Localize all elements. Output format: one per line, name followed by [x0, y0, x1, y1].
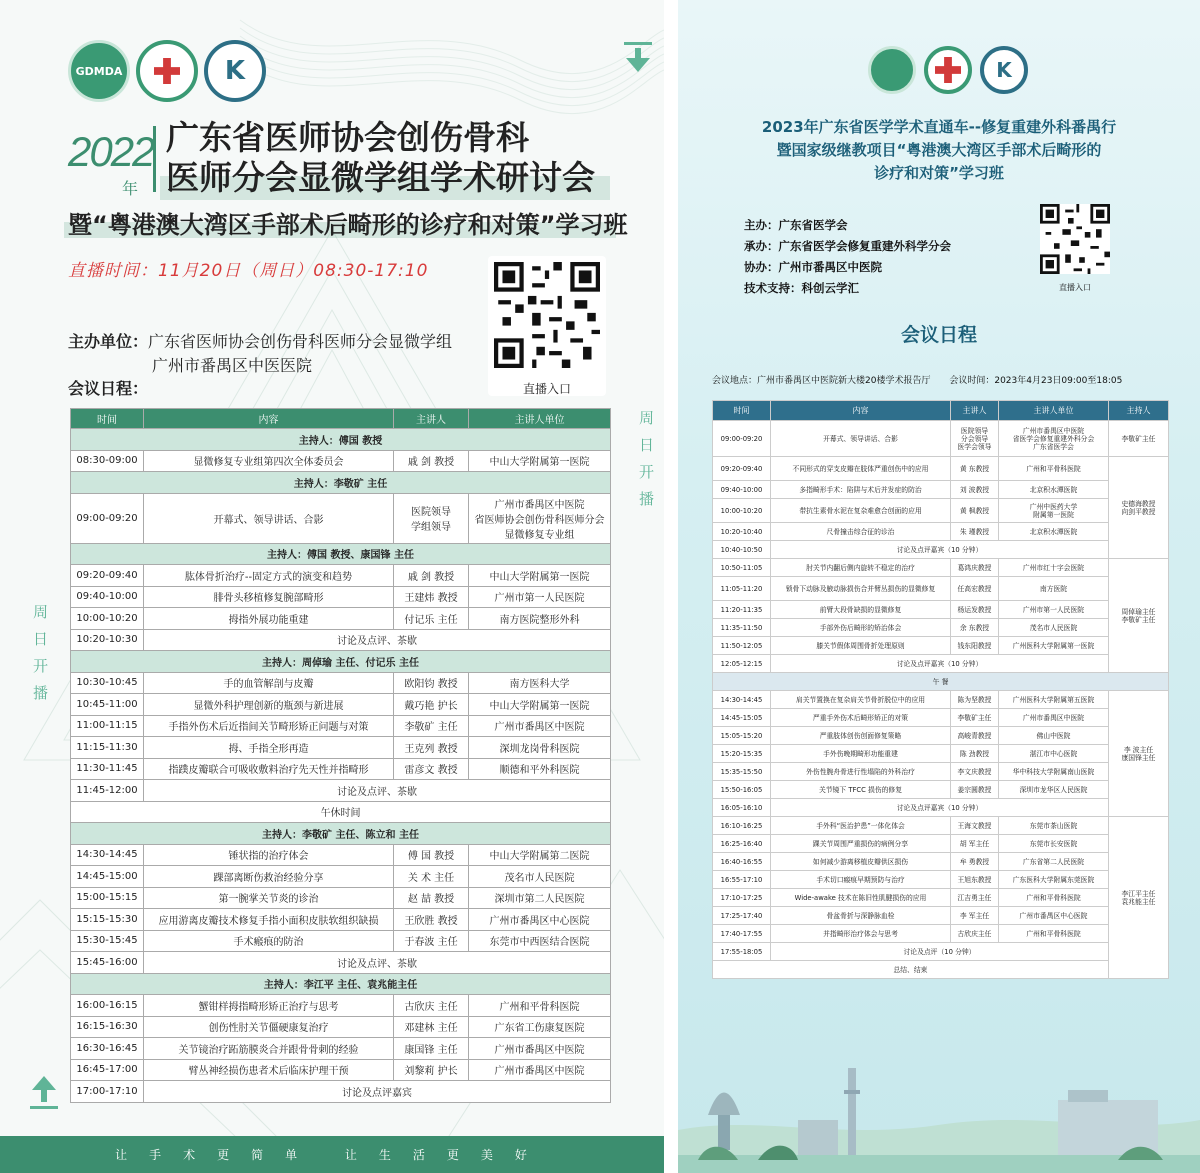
table-row: [71, 780, 611, 802]
right-title-line-1: 2023年广东省医学学术直通车--修复重建外科番禺行: [761, 118, 1117, 136]
host-row: 主持人：李敬矿 主任: [71, 472, 611, 494]
year-label: 2022: [68, 128, 154, 175]
table-row: [71, 429, 611, 451]
cell-unit: 广州市番禺区中医院: [469, 715, 611, 737]
cell-content: 肱体骨折治疗--固定方式的演变和趋势: [144, 565, 394, 587]
cell-unit: 广州和平骨科医院: [469, 995, 611, 1017]
table-row: 10:20-10:40 尺骨撞击综合征的诊治 朱 瑾教授 北京积水潭医院: [713, 523, 1169, 541]
cell-unit: 广州市番禺区中医院: [469, 1059, 611, 1081]
table-row: 09:20-09:40 不同形式的穿支皮瓣在肢体严重创伤中的应用 黄 东教授 广州和平骨科医院 史德海教授 向剑平教授: [713, 457, 1169, 481]
cell-time: 14:45-15:00: [71, 866, 144, 888]
cell-content: 显微外科护理创新的瓶颈与新进展: [144, 694, 394, 716]
table-row: [71, 472, 611, 494]
header-content: 内容: [144, 409, 394, 429]
r-header-speaker: 主讲人: [951, 401, 999, 421]
cell-speaker: 付记乐 主任: [394, 608, 469, 630]
cell-content: 锤状指的治疗体会: [144, 844, 394, 866]
table-row: 14:45-15:05 严重手外伤术后畸形矫正的对策 李敬矿主任 广州市番禺区中医院: [713, 709, 1169, 727]
organizer-2: 广州市番禺区中医医院: [152, 356, 313, 375]
table-row: [71, 629, 611, 651]
logo-row: [68, 40, 266, 102]
r-header-unit: 主讲人单位: [999, 401, 1109, 421]
cell-time: 11:30-11:45: [71, 758, 144, 780]
cell-content: 腓骨头移植修复腕部畸形: [144, 586, 394, 608]
cell-content: 创伤性肘关节僵硬康复治疗: [144, 1016, 394, 1038]
cell-time: 09:20-09:40: [71, 565, 144, 587]
cell-time: 15:00-15:15: [71, 887, 144, 909]
table-row: [71, 866, 611, 888]
table-row: [71, 1081, 611, 1103]
venue: 会议地点：广州市番禺区中医院新大楼20楼学术报告厅: [712, 376, 931, 386]
table-row: 16:40-16:55 如何减少游离移植皮瓣供区损伤 牟 勇教授 广东省第二人民医院: [713, 853, 1169, 871]
cell-time: 15:15-15:30: [71, 909, 144, 931]
org-assist: 协办：广州市番禺区中医院: [744, 260, 882, 274]
table-row: [71, 450, 611, 472]
cell-discussion: 讨论及点评嘉宾: [144, 1081, 611, 1103]
cell-unit: 广东省工伤康复医院: [469, 1016, 611, 1038]
host-row: 主持人：李敬矿 主任、陈立和 主任: [71, 823, 611, 845]
cell-unit: 广州市番禺区中医院: [469, 1038, 611, 1060]
table-row: 16:05-16:10 讨论及点评嘉宾（10 分钟）: [713, 799, 1169, 817]
table-row: 16:55-17:10 手术切口瘢痕早期预防与治疗 王旭东教授 广东医科大学附属东莞医院: [713, 871, 1169, 889]
schedule-title: 会议日程: [900, 324, 977, 346]
table-row: 16:10-16:25 手外科“医治护患”一体化体会 王海文教授 东莞市茶山医院 李江平主任 袁兆能主任: [713, 817, 1169, 835]
table-row: [71, 1016, 611, 1038]
gdmda-logo: GDMDA: [68, 40, 130, 102]
table-row: [71, 887, 611, 909]
cell-speaker: 赵 喆 教授: [394, 887, 469, 909]
cell-content: 拇指外展功能重建: [144, 608, 394, 630]
k-logo: K: [204, 40, 266, 102]
cell-time: 11:00-11:15: [71, 715, 144, 737]
cell-unit: 深圳龙岗骨科医院: [469, 737, 611, 759]
cell-unit: 中山大学附属第一医院: [469, 450, 611, 472]
cell-speaker: 李敬矿 主任: [394, 715, 469, 737]
cell-unit: 顺德和平外科医院: [469, 758, 611, 780]
host-row: 主持人：李江平 主任、袁兆能主任: [71, 973, 611, 995]
header-unit: 主讲人单位: [469, 409, 611, 429]
table-row: [71, 651, 611, 673]
cell-unit: 中山大学附属第一医院: [469, 694, 611, 716]
right-title: [678, 116, 1200, 185]
table-row: 10:00-10:20 带抗生素骨水泥在复杂难愈合创面的应用 黄 枫教授 广州中医药大学 附属第一医院: [713, 499, 1169, 523]
cell-time: 17:00-17:10: [71, 1081, 144, 1103]
year-suffix: 年: [122, 179, 139, 198]
live-time: 直播时间：11月20日（周日）08:30-17:10: [68, 261, 429, 281]
cell-content: 手的血管解剖与皮瓣: [144, 672, 394, 694]
org-host: 主办：广东省医学会: [744, 218, 848, 232]
qr-caption-right: 直播入口: [1059, 283, 1091, 292]
table-row: 15:05-15:20 严重肢体创伤创面修复策略 高峻青教授 佛山中医院: [713, 727, 1169, 745]
k-logo-right: K: [980, 46, 1028, 94]
cell-time: 10:20-10:30: [71, 629, 144, 651]
cell-speaker: 欧阳钧 教授: [394, 672, 469, 694]
cell-unit: 广州市番禺区中医院 省医师协会创伤骨科医师分会 显微修复专业组: [469, 493, 611, 543]
meeting-date: 会议时间：2023年4月23日09:00至18:05: [949, 376, 1123, 386]
right-title-line-3: 诊疗和对策”学习班: [874, 164, 1004, 182]
cell-content: 显微修复专业组第四次全体委员会: [144, 450, 394, 472]
right-table-header: [713, 401, 1169, 421]
table-row: 17:40-17:55 并指畸形治疗体会与思考 古欣庆主任 广州和平骨科医院: [713, 925, 1169, 943]
table-row: [71, 758, 611, 780]
cell-speaker: 王欣胜 教授: [394, 909, 469, 931]
cell-unit: 深圳市第二人民医院: [469, 887, 611, 909]
cell-content: 开幕式、领导讲话、合影: [144, 493, 394, 543]
header-time: 时间: [71, 409, 144, 429]
table-row: 11:35-11:50 手部外伤后畸形的矫治体会 余 东教授 茂名市人民医院: [713, 619, 1169, 637]
vertical-label-left: 周日开播: [31, 604, 49, 712]
cell-discussion: 讨论及点评、茶歇: [144, 952, 611, 974]
table-row: [71, 715, 611, 737]
table-row: 12:05-12:15 讨论及点评嘉宾（10 分钟）: [713, 655, 1169, 673]
cell-time: 15:30-15:45: [71, 930, 144, 952]
arrow-down-icon: [624, 42, 652, 74]
cell-time: 14:30-14:45: [71, 844, 144, 866]
r-header-content: 内容: [771, 401, 951, 421]
cell-content: 关节镜治疗跖筋膜炎合并跟骨骨刺的经验: [144, 1038, 394, 1060]
cell-time: 11:15-11:30: [71, 737, 144, 759]
table-row: 17:10-17:25 Wide-awake 技术在陈旧性肌腱损伤的应用 江吉勇主任 广州和平骨科医院: [713, 889, 1169, 907]
cell-time: 09:00-09:20: [71, 493, 144, 543]
table-row: [71, 493, 611, 543]
cell-time: 16:45-17:00: [71, 1059, 144, 1081]
organizer-1: 广东省医师协会创伤骨科医师分会显微学组: [148, 332, 453, 351]
cell-content: 第一腕掌关节炎的诊治: [144, 887, 394, 909]
org-undertaker: 承办：广东省医学会修复重建外科学分会: [744, 239, 951, 253]
cell-speaker: 雷彦文 教授: [394, 758, 469, 780]
title-divider: [153, 126, 156, 192]
table-row: 09:00-09:20 开幕式、领导讲话、合影 医院领导 分会领导 医学会领导 广州市番禺区中医院 省医学会修复重建外科分会 广东省医学会 李敬矿主任: [713, 421, 1169, 457]
table-row: [71, 737, 611, 759]
table-row: 16:25-16:40 踝关节周围严重损伤的病例分享 胡 军主任 东莞市长安医院: [713, 835, 1169, 853]
cell-content: 手指外伤术后近指间关节畸形矫正问题与对策: [144, 715, 394, 737]
table-row: [71, 608, 611, 630]
cell-time: 09:40-10:00: [71, 586, 144, 608]
cell-speaker: 关 术 主任: [394, 866, 469, 888]
slogan-bar: 让手术更简单 让生活更美好: [0, 1136, 664, 1173]
cell-unit: 中山大学附属第二医院: [469, 844, 611, 866]
host-row: 主持人：傅国 教授: [71, 429, 611, 451]
gdma-logo: [868, 46, 916, 94]
table-row: [71, 1038, 611, 1060]
cell-speaker: 戴巧艳 护长: [394, 694, 469, 716]
table-row: [71, 565, 611, 587]
cell-unit: 茂名市人民医院: [469, 866, 611, 888]
r-header-time: 时间: [713, 401, 771, 421]
qr-code-icon-right[interactable]: [1040, 204, 1110, 274]
cell-unit: 中山大学附属第一医院: [469, 565, 611, 587]
table-row: [71, 909, 611, 931]
title-line-2: 医师分会显微学组学术研讨会: [166, 158, 595, 197]
table-row: 总结、结束: [713, 961, 1169, 979]
table-row: [71, 543, 611, 565]
cell-speaker: 戚 剑 教授: [394, 450, 469, 472]
cell-speaker: 邓建林 主任: [394, 1016, 469, 1038]
cell-speaker: 于春波 主任: [394, 930, 469, 952]
table-row: [71, 995, 611, 1017]
org-tech: 技术支持：科创云学汇: [744, 281, 859, 295]
cell-time: 08:30-09:00: [71, 450, 144, 472]
schedule-table: [70, 408, 611, 1103]
table-row: 11:50-12:05 膝关节假体周围骨折处理原则 钱东阳教授 广州医科大学附属第一医院: [713, 637, 1169, 655]
table-row: 11:05-11:20 锁骨下动脉及腋动脉损伤合并臂丛损伤的显微修复 任高宏教授 南方医院: [713, 577, 1169, 601]
cell-content: 拇、手指全形再造: [144, 737, 394, 759]
table-row: [71, 801, 611, 823]
cell-time: 11:45-12:00: [71, 780, 144, 802]
cell-content: 手术瘢痕的防治: [144, 930, 394, 952]
subtitle: 暨“粤港澳大湾区手部术后畸形的诊疗和对策”学习班: [68, 211, 628, 239]
organizer-block: [68, 330, 452, 378]
city-skyline-illustration: [678, 1060, 1200, 1173]
cell-time: 10:45-11:00: [71, 694, 144, 716]
table-row: 17:55-18:05 讨论及点评（10 分钟）: [713, 943, 1169, 961]
table-row: 10:40-10:50 讨论及点评嘉宾（10 分钟）: [713, 541, 1169, 559]
cell-unit: 东莞市中西医结合医院: [469, 930, 611, 952]
cell-speaker: 医院领导 学组领导: [394, 493, 469, 543]
table-row: [71, 586, 611, 608]
cell-time: 16:30-16:45: [71, 1038, 144, 1060]
logo-row-right: [868, 46, 1028, 94]
header-speaker: 主讲人: [394, 409, 469, 429]
cell-unit: 南方医院整形外科: [469, 608, 611, 630]
qr-block-right[interactable]: [1040, 204, 1110, 293]
table-row: 15:35-15:50 外伤性腕舟骨进行性塌陷的外科治疗 李文庆教授 华中科技大学附属南山医院: [713, 763, 1169, 781]
vertical-label-right: 周日开播: [637, 410, 655, 518]
cell-time: 10:30-10:45: [71, 672, 144, 694]
cell-content: 指蹼皮瓣联合可吸收敷料治疗先天性并指畸形: [144, 758, 394, 780]
cell-speaker: 傅 国 教授: [394, 844, 469, 866]
cell-discussion: 讨论及点评、茶歇: [144, 629, 611, 651]
table-row: [71, 823, 611, 845]
cell-content: 应用游离皮瓣技术修复手指小面积皮肤软组织缺损: [144, 909, 394, 931]
table-row: [71, 930, 611, 952]
table-row: [71, 1059, 611, 1081]
cell-speaker: 康国锋 主任: [394, 1038, 469, 1060]
arrow-up-icon: [30, 1076, 58, 1110]
cell-time: 16:00-16:15: [71, 995, 144, 1017]
cell-time: 15:45-16:00: [71, 952, 144, 974]
qr-code-icon[interactable]: [494, 262, 600, 368]
table-row: 14:30-14:45 肩关节置换在复杂肩关节骨折脱位中的应用 陈为坚教授 广州医科大学附属第五医院 李 波主任 康国锋主任: [713, 691, 1169, 709]
title-line-1: 广东省医师协会创伤骨科: [166, 118, 529, 157]
r-header-host: 主持人: [1109, 401, 1169, 421]
cell-content: 踝部离断伤救治经验分享: [144, 866, 394, 888]
cell-discussion: 讨论及点评、茶歇: [144, 780, 611, 802]
organizer-label: 主办单位：: [68, 332, 149, 351]
table-header: [71, 409, 611, 429]
cell-speaker: 戚 剑 教授: [394, 565, 469, 587]
cell-unit: 广州市第一人民医院: [469, 586, 611, 608]
table-row: [71, 672, 611, 694]
cell-speaker: 王建炜 教授: [394, 586, 469, 608]
right-title-line-2: 暨国家级继教项目“粤港澳大湾区手部术后畸形的: [776, 141, 1102, 159]
cell-unit: 广州市番禺区中心医院: [469, 909, 611, 931]
table-row: 15:50-16:05 关节镜下 TFCC 损伤的修复 姜宗圆教授 深圳市龙华区人民医院: [713, 781, 1169, 799]
qr-caption: 直播入口: [522, 382, 571, 396]
cell-speaker: 刘黎莉 护长: [394, 1059, 469, 1081]
cell-content: 蟹钳样拇指畸形矫正治疗与思考: [144, 995, 394, 1017]
cell-content: 臂丛神经损伤患者术后临床护理干预: [144, 1059, 394, 1081]
cell-time: 16:15-16:30: [71, 1016, 144, 1038]
cell-speaker: 王克列 教授: [394, 737, 469, 759]
table-row: [71, 694, 611, 716]
hospital-logo-right: [924, 46, 972, 94]
table-row: 11:20-11:35 前臂大段骨缺损的显微修复 杨运发教授 广州市第一人民医院: [713, 601, 1169, 619]
cell-unit: 南方医科大学: [469, 672, 611, 694]
cell-speaker: 古欣庆 主任: [394, 995, 469, 1017]
cell-time: 10:00-10:20: [71, 608, 144, 630]
right-organizers: [744, 215, 951, 299]
table-row: 15:20-15:35 手外伤晚期畸形功能重建 陈 劲教授 湛江市中心医院: [713, 745, 1169, 763]
break-row: 午休时间: [71, 801, 611, 823]
qr-block[interactable]: [488, 256, 606, 396]
right-schedule-table: [712, 400, 1169, 979]
hospital-logo: [136, 40, 198, 102]
right-poster: [678, 0, 1200, 1173]
table-row: 17:25-17:40 骨盆骨折与深静脉血栓 李 军主任 广州市番禺区中心医院: [713, 907, 1169, 925]
venue-line: [712, 373, 1138, 386]
table-row: 午 餐: [713, 673, 1169, 691]
host-row: 主持人：傅国 教授、康国锋 主任: [71, 543, 611, 565]
table-row: [71, 952, 611, 974]
table-row: 09:40-10:00 多指畸形手术：陷阱与术后并发症的防治 刘 波教授 北京积水潭医院: [713, 481, 1169, 499]
table-row: [71, 973, 611, 995]
main-title: [166, 118, 595, 198]
host-row: 主持人：周倬瑜 主任、付记乐 主任: [71, 651, 611, 673]
schedule-label: 会议日程：: [68, 379, 149, 398]
table-row: [71, 844, 611, 866]
table-row: 10:50-11:05 肘关节内翻后侧内旋转不稳定的治疗 葛鸿庆教授 广州市红十字会医院 周倬瑜主任 李敬矿主任: [713, 559, 1169, 577]
